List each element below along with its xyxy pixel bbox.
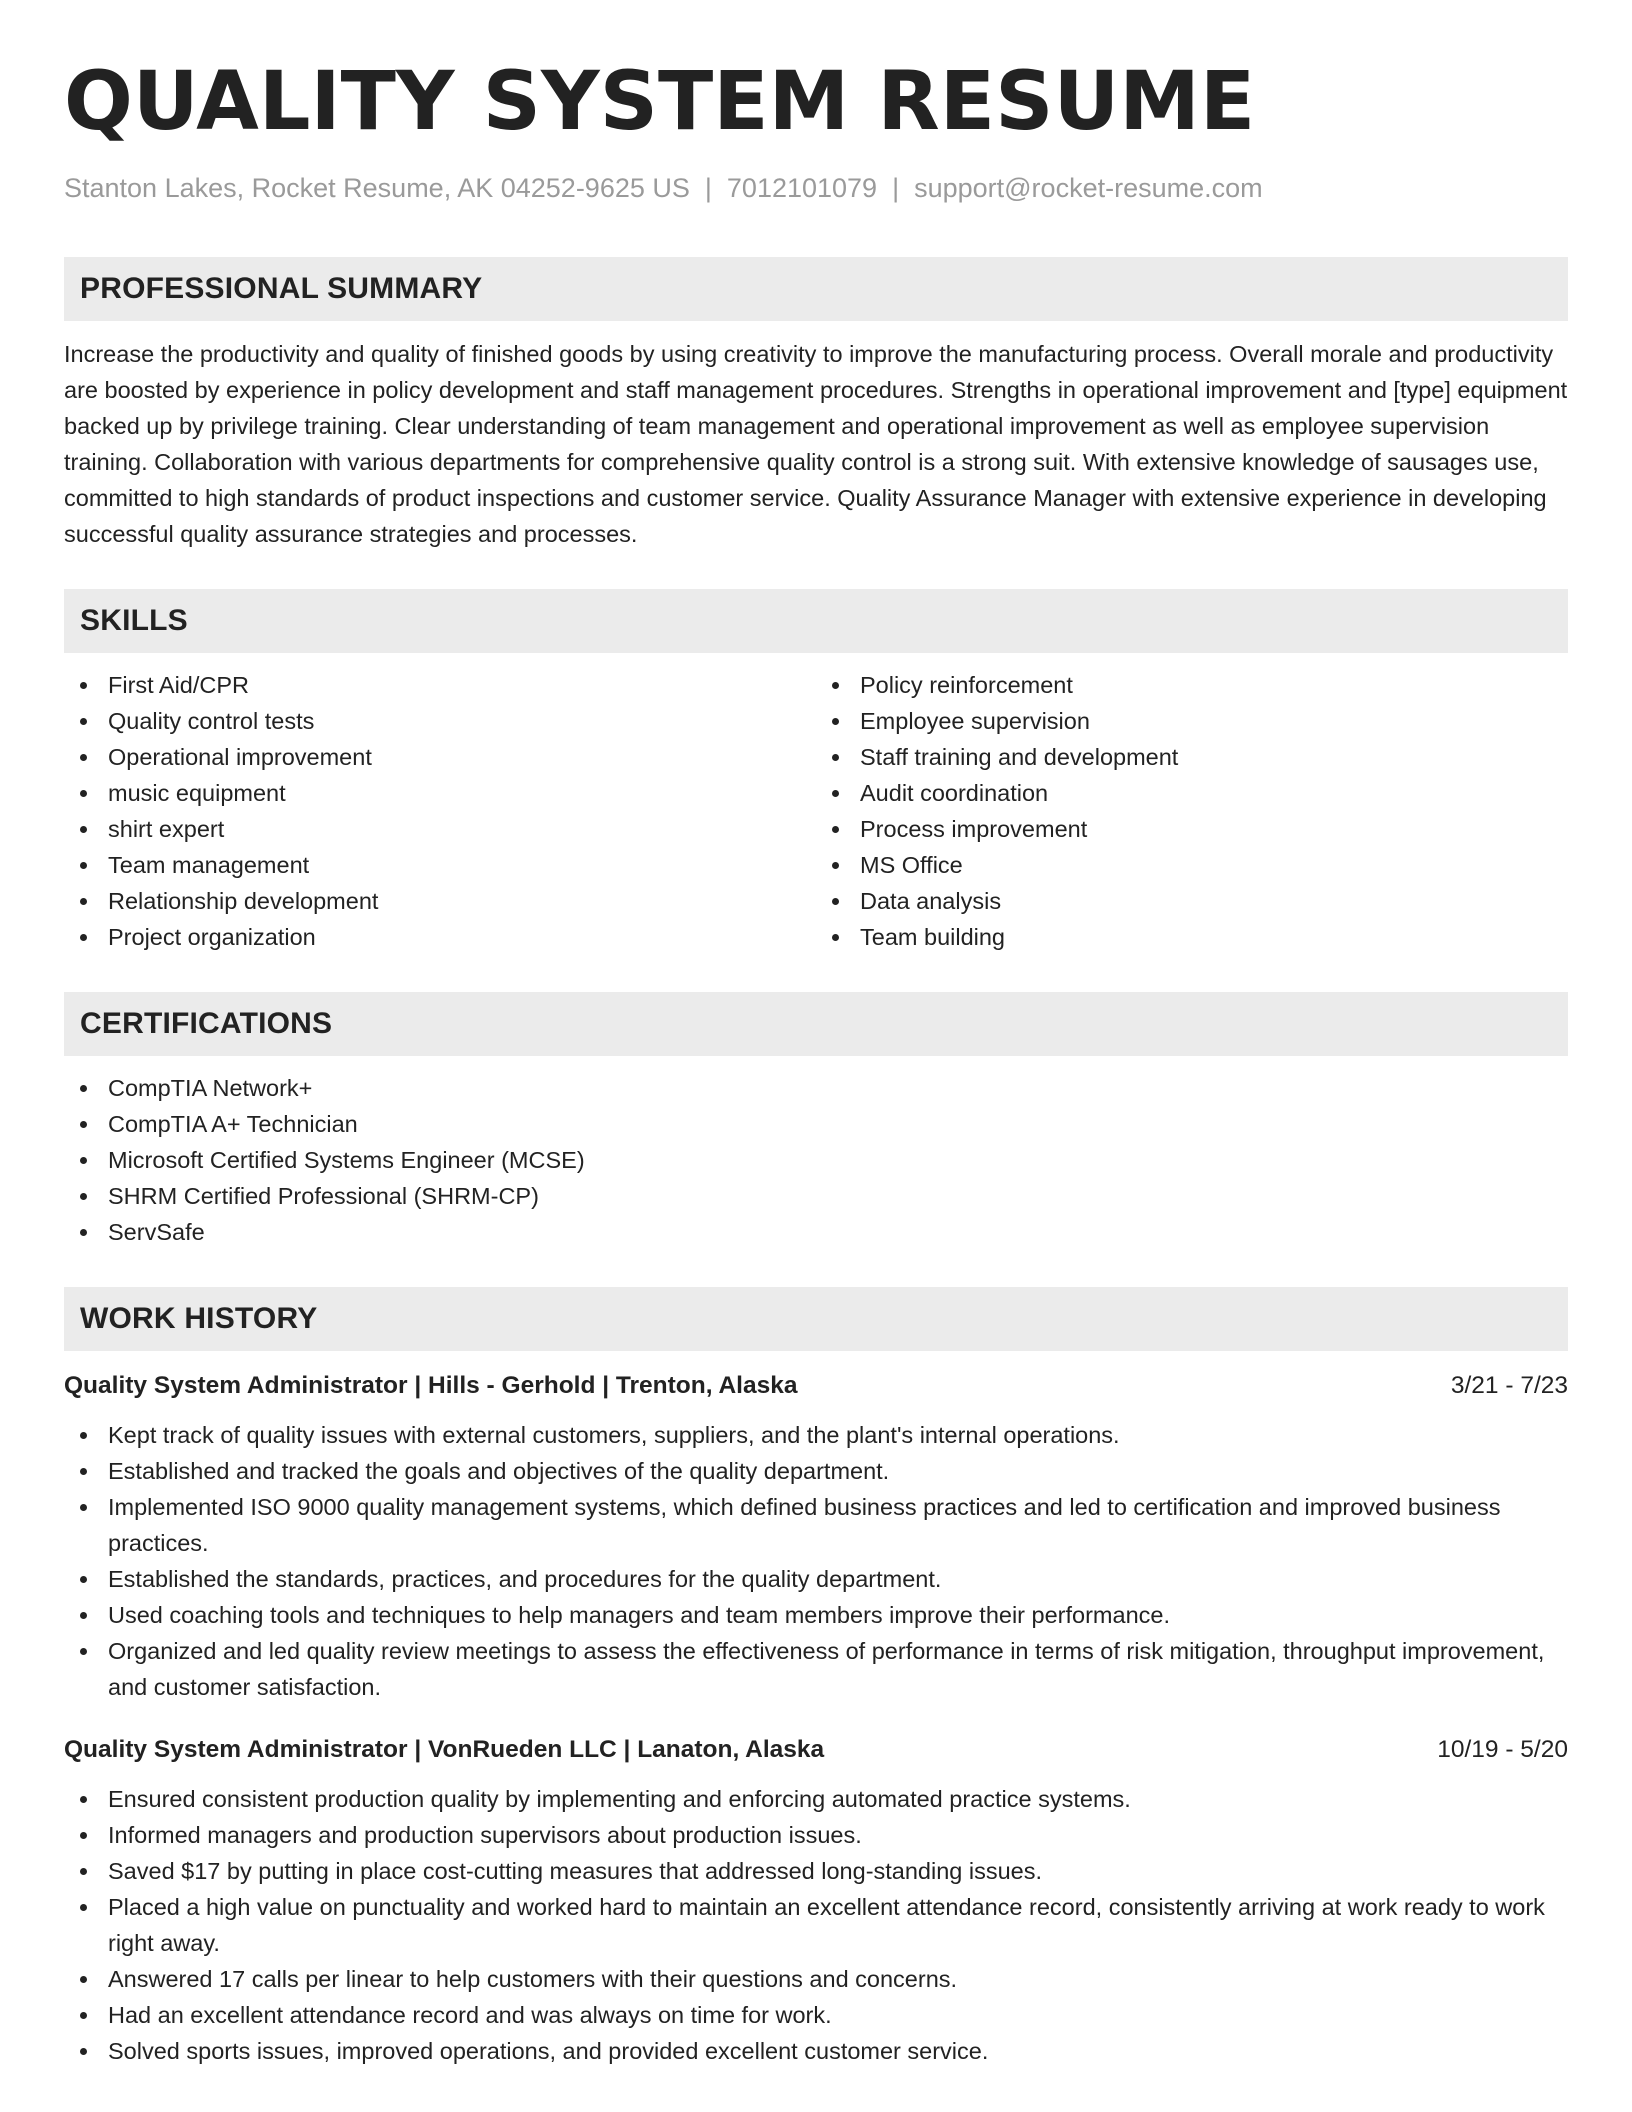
job-duty-item: Used coaching tools and techniques to help managers and team members improve their performance. [64,1597,1568,1633]
skill-item: Audit coordination [816,775,1568,811]
job-duties-list [64,1781,1568,2069]
certification-item: CompTIA Network+ [64,1070,1568,1106]
skill-item: shirt expert [64,811,816,847]
certification-item: ServSafe [64,1214,1568,1250]
skills-heading: SKILLS [64,589,1568,653]
job-title: Quality System Administrator | VonRueden LLC | Lanaton, Alaska [64,1736,825,1763]
certifications-list [64,1070,1568,1250]
job-duty-item: Established the standards, practices, and procedures for the quality department. [64,1561,1568,1597]
skills-columns [64,653,1568,955]
skill-item: music equipment [64,775,816,811]
certification-item: CompTIA A+ Technician [64,1106,1568,1142]
job-duty-item: Established and tracked the goals and objectives of the quality department. [64,1453,1568,1489]
job-title: Quality System Administrator | Hills - Gerhold | Trenton, Alaska [64,1372,798,1399]
contact-separator: | [892,173,900,203]
contact-address: Stanton Lakes, Rocket Resume, AK 04252-9625 US [64,173,690,203]
job-dates: 3/21 - 7/23 [1450,1372,1568,1399]
job-duty-item: Had an excellent attendance record and was always on time for work. [64,1997,1568,2033]
certification-item: SHRM Certified Professional (SHRM-CP) [64,1178,1568,1214]
skill-item: Data analysis [816,883,1568,919]
skill-item: Quality control tests [64,703,816,739]
job-duty-item: Saved $17 by putting in place cost-cutting measures that addressed long-standing issues. [64,1853,1568,1889]
job-header [64,1733,1568,1767]
job-duty-item: Solved sports issues, improved operations, and provided excellent customer service. [64,2033,1568,2069]
skill-item: Relationship development [64,883,816,919]
job-dates: 10/19 - 5/20 [1437,1736,1568,1763]
job-duties-list [64,1417,1568,1705]
job-duty-item: Placed a high value on punctuality and worked hard to maintain an excellent attendance record, consistently arriving at work ready to work right away. [64,1889,1568,1961]
skill-item: Process improvement [816,811,1568,847]
summary-heading: PROFESSIONAL SUMMARY [64,257,1568,321]
skill-item: Team building [816,919,1568,955]
job-duty-item: Answered 17 calls per linear to help customers with their questions and concerns. [64,1961,1568,1997]
job-duty-item: Organized and led quality review meetings to assess the effectiveness of performance in terms of risk mitigation, throughput improvement, and customer satisfaction. [64,1633,1568,1705]
contact-separator: | [704,173,712,203]
job-duty-item: Informed managers and production supervisors about production issues. [64,1817,1568,1853]
job-duty-item: Kept track of quality issues with external customers, suppliers, and the plant's internal operations. [64,1417,1568,1453]
job-duty-item: Ensured consistent production quality by implementing and enforcing automated practice systems. [64,1781,1568,1817]
skill-item: Staff training and development [816,739,1568,775]
skill-item: Project organization [64,919,816,955]
skill-item: Team management [64,847,816,883]
job-header [64,1369,1568,1403]
skill-item: First Aid/CPR [64,667,816,703]
skill-item: Operational improvement [64,739,816,775]
certifications-heading: CERTIFICATIONS [64,992,1568,1056]
skill-item: MS Office [816,847,1568,883]
skills-list-left [64,667,816,955]
contact-email: support@rocket-resume.com [914,173,1263,203]
contact-phone: 7012101079 [726,173,878,203]
contact-line [64,170,1568,206]
work-history-heading: WORK HISTORY [64,1287,1568,1351]
skills-list-right [816,667,1568,955]
summary-text: Increase the productivity and quality of finished goods by using creativity to improve the manufacturing process. Overall morale and productivity are boosted by experience in policy development and staff management procedures. Strengths in operational improvement and [type] equipment backed up by privilege training. Clear understanding of team management and operational improvement as well as employee supervision training. Collaboration with various departments for comprehensive quality control is a strong suit. With extensive knowledge of sausages use, committed to high standards of product inspections and customer service. Quality Assurance Manager with extensive experience in developing successful quality assurance strategies and processes. [64,341,1568,547]
skill-item: Employee supervision [816,703,1568,739]
job-duty-item: Implemented ISO 9000 quality management systems, which defined business practices and led to certification and improved business practices. [64,1489,1568,1561]
skill-item: Policy reinforcement [816,667,1568,703]
resume-title: QUALITY SYSTEM RESUME [64,55,1256,149]
certification-item: Microsoft Certified Systems Engineer (MCSE) [64,1142,1568,1178]
